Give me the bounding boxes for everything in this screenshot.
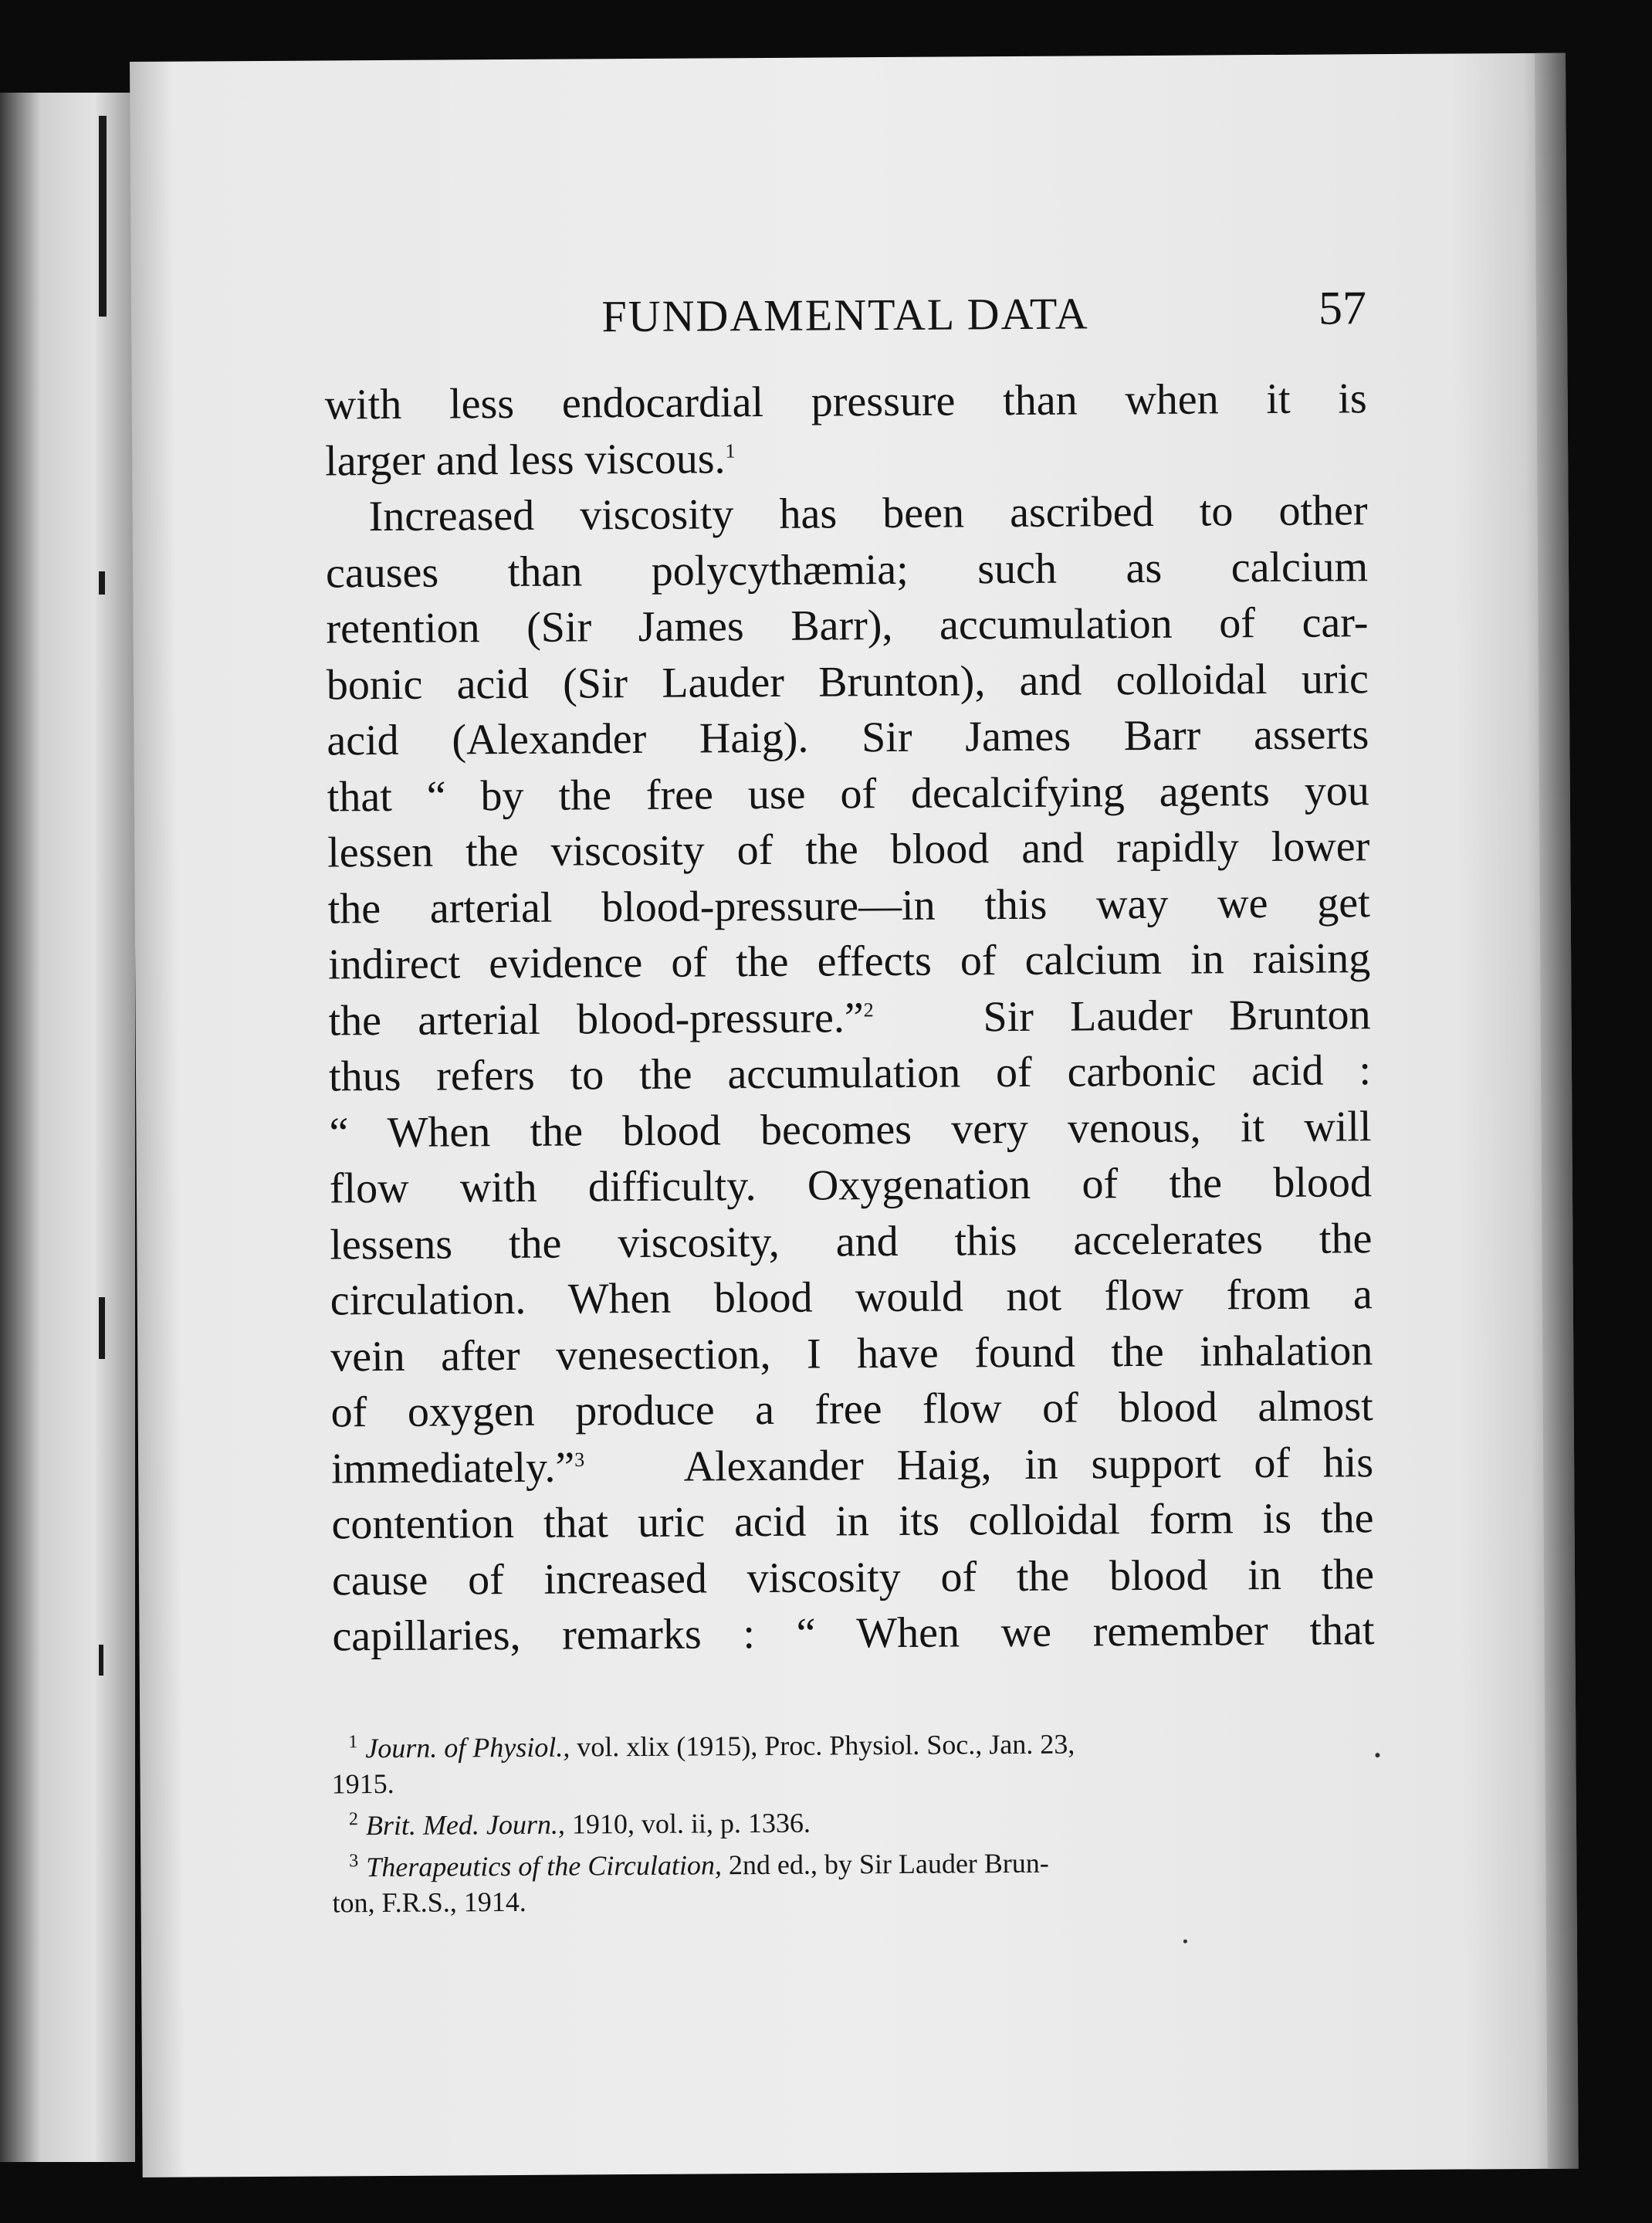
body-line: acid (Alexander Haig). Sir James Barr asserts [327,710,1369,765]
body-line: the arterial blood-pressure—in this way we get [327,878,1370,933]
body-line: larger and less viscous.$^1$ [324,434,736,485]
body-line: bonic acid (Sir Lauder Brunton), and colloidal uric [326,654,1369,709]
footnote-1-continued: 1915. [331,1767,394,1800]
body-line: immediately.”$^3$ Alexander Haig, in support of his [330,1438,1374,1493]
body-line: flow with difficulty. Oxygenation of the blood [329,1158,1373,1213]
footnote-3: $^3$ Therapeutics of the Circulation, 2nd ed., by Sir Lauder Brun- [349,1847,1049,1883]
body-line: the arterial blood-pressure.”$^2$ Sir Lauder Brunton [328,990,1371,1045]
page-shadow-mark [99,1645,103,1676]
paper-speck [1183,1940,1187,1943]
footnote-reference: 3 [574,1448,585,1471]
body-line: thus refers to the accumulation of carbonic acid : [328,1046,1372,1101]
page-number: 57 [1318,282,1367,335]
page-shadow-mark [99,571,105,595]
footnote-reference: 1 [725,439,736,463]
footnote-1: $^1$ Journ. of Physiol., vol. xlix (1915), Proc. Physiol. Soc., Jan. 23, [348,1728,1075,1764]
body-line: vein after venesection, I have found the inhalation [330,1326,1373,1381]
body-line: Increased viscosity has been ascribed to other [368,486,1368,541]
body-line: that “ by the free use of decalcifying agents you [327,766,1369,821]
body-line: indirect evidence of the effects of calcium in raising [327,934,1371,989]
running-head-title: FUNDAMENTAL DATA [601,288,1089,342]
previous-page-edge [0,93,135,2162]
footnote-3-continued: ton, F.R.S., 1914. [332,1886,526,1919]
body-line: contention that uric acid in its colloidal form is the [331,1494,1374,1549]
body-line: lessen the viscosity of the blood and rapidly lower [327,822,1370,877]
body-line: circulation. When blood would not flow from a [330,1270,1373,1325]
body-line: causes than polycythæmia; such as calcium [325,542,1369,597]
body-line: with less endocardial pressure than when it is [324,374,1367,429]
body-line: retention (Sir James Barr), accumulation of car- [326,598,1369,653]
page-right-edge [1535,53,1579,2169]
page-shadow-mark [99,1297,105,1359]
paper-speck [1375,1753,1379,1757]
body-line: capillaries, remarks : “ When we remember that [332,1606,1375,1661]
footnote-reference: 2 [863,998,874,1022]
body-line: “ When the blood becomes very venous, it will [329,1102,1372,1157]
footnotes [331,1718,1376,1920]
footnote-2: $^2$ Brit. Med. Journ., 1910, vol. ii, p. 1336. [348,1807,811,1842]
running-head [324,282,1367,354]
body-line: lessens the viscosity, and this accelerates the [330,1214,1373,1269]
body-line: of oxygen produce a free flow of blood almost [330,1382,1373,1437]
body-line: cause of increased viscosity of the blood in the [331,1550,1375,1605]
book-page [130,53,1579,2177]
page-shadow-mark [99,116,107,317]
body-text [324,371,1374,1665]
